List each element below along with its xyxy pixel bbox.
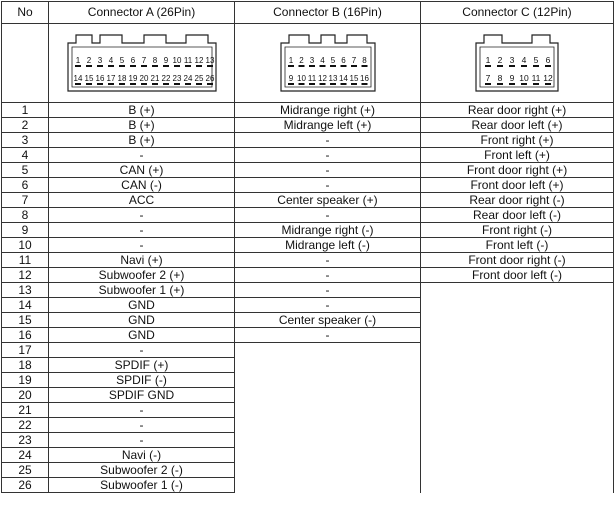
connector-b-pin-mark [351,65,357,67]
connector-a-pin-label: 21 [150,74,159,83]
connector-a-signal-cell: B (+) [49,133,235,148]
connector-c-signal-cell: Front right (+) [421,133,614,148]
connector-c-pin-mark [521,65,527,67]
connector-b-pin-label: 2 [298,56,304,65]
connector-a-pin-label: 8 [152,56,157,65]
connector-a-pin-label: 6 [130,56,135,65]
pin-number-cell: 18 [2,358,49,373]
connector-a-signal-cell: - [49,148,235,163]
connector-b-pin-label: 3 [309,56,314,65]
pin-number-cell: 11 [2,253,49,268]
table-row [2,298,614,313]
table-row [2,328,614,343]
connector-a-diagram [62,31,222,95]
connector-b-diagram-cell [235,24,421,103]
connector-c-pin-label: 4 [521,55,527,65]
table-row [2,403,614,418]
connector-a-pin-label: 5 [119,56,124,65]
connector-c-signal-cell [421,358,614,373]
connector-a-pin-mark [152,83,158,85]
connector-c-signal-cell: Front right (-) [421,223,614,238]
connector-b-signal-cell [235,478,421,493]
connector-c-signal-cell: Front left (-) [421,238,614,253]
connector-a-pin-label: 14 [73,74,82,83]
connector-a-pin-mark [119,65,125,67]
connector-b-signal-cell: - [235,298,421,313]
table-row [2,283,614,298]
connector-c-signal-cell [421,313,614,328]
connector-b-signal-cell: - [235,328,421,343]
connector-b-signal-cell: Center speaker (+) [235,193,421,208]
connector-c-pin-mark [485,65,491,67]
connector-b-pin-mark [361,83,367,85]
connector-a-pin-label: 4 [108,56,113,65]
pin-number-cell: 6 [2,178,49,193]
pin-number-cell: 26 [2,478,49,493]
connector-b-pin-mark [288,65,294,67]
connector-c-pin-mark [533,65,539,67]
connector-a-pin-label: 17 [106,74,115,83]
pin-number-cell: 22 [2,418,49,433]
connector-c-pin-mark [485,83,491,85]
connector-a-signal-cell: - [49,223,235,238]
diagram-no-cell [2,24,49,103]
connector-c-signal-cell: Front door right (-) [421,253,614,268]
connector-a-pin-label: 19 [128,74,137,83]
connector-b-signal-cell: - [235,133,421,148]
table-row [2,373,614,388]
connector-c-pin-mark [497,65,503,67]
table-row [2,163,614,178]
pin-number-cell: 1 [2,103,49,118]
pinout-table [1,1,614,493]
connector-a-pin-label: 15 [84,74,93,83]
connector-b-signal-cell: Midrange left (-) [235,238,421,253]
connector-b-pin-label: 1 [288,56,293,65]
connector-a-pin-label: 26 [205,74,214,83]
connector-a-pin-mark [86,83,92,85]
connector-c-pin-mark [533,83,539,85]
connector-b-pin-label: 7 [351,56,356,65]
connector-a-pin-mark [141,65,147,67]
connector-b-signal-cell: Center speaker (-) [235,313,421,328]
connector-diagram-row [2,24,614,103]
connector-c-pin-label: 8 [497,73,503,83]
pin-number-cell: 12 [2,268,49,283]
connector-b-pin-mark [319,65,325,67]
connector-c-signal-cell [421,418,614,433]
connector-b-pin-mark [298,65,304,67]
connector-a-signal-cell: CAN (+) [49,163,235,178]
connector-b-pin-mark [330,83,336,85]
pin-number-cell: 3 [2,133,49,148]
table-row [2,433,614,448]
connector-a-pin-mark [196,83,202,85]
connector-c-pin-label: 2 [497,55,503,65]
connector-a-diagram-cell [49,24,235,103]
connector-b-pin-mark [309,83,315,85]
connector-b-pin-label: 8 [361,56,367,65]
connector-c-pin-label: 9 [509,73,515,83]
table-row [2,238,614,253]
connector-a-signal-cell: - [49,403,235,418]
connector-a-signal-cell: - [49,433,235,448]
connector-b-signal-cell [235,418,421,433]
connector-a-signal-cell: Navi (+) [49,253,235,268]
connector-b-signal-cell [235,358,421,373]
connector-a-pin-mark [163,65,169,67]
connector-b-pin-label: 6 [340,56,346,65]
connector-a-pin-mark [174,83,180,85]
connector-b-signal-cell: - [235,163,421,178]
connector-a-signal-cell: B (+) [49,118,235,133]
connector-c-pin-mark [521,83,527,85]
connector-a-pin-mark [130,83,136,85]
connector-b-signal-cell [235,448,421,463]
connector-a-signal-cell: Navi (-) [49,448,235,463]
header-connector-b: Connector B (16Pin) [235,2,421,24]
connector-a-pin-mark [141,83,147,85]
connector-b-signal-cell [235,373,421,388]
table-row [2,313,614,328]
pin-number-cell: 16 [2,328,49,343]
connector-a-pin-mark [196,65,202,67]
connector-c-pin-mark [545,83,551,85]
connector-b-pin-label: 14 [338,74,348,83]
connector-b-pin-mark [340,83,346,85]
connector-c-signal-cell [421,463,614,478]
table-row [2,133,614,148]
connector-a-pin-label: 13 [205,56,214,65]
pin-number-cell: 23 [2,433,49,448]
table-row [2,388,614,403]
connector-b-pin-mark [340,65,346,67]
connector-b-pin-label: 10 [296,74,306,83]
pin-number-cell: 7 [2,193,49,208]
connector-c-pin-mark [509,83,515,85]
connector-a-signal-cell: - [49,418,235,433]
pin-number-cell: 10 [2,238,49,253]
pin-number-cell: 25 [2,463,49,478]
connector-c-pin-label: 6 [545,55,551,65]
connector-a-pin-mark [174,65,180,67]
connector-a-pin-mark [108,65,114,67]
table-row [2,358,614,373]
connector-c-pin-label: 12 [543,73,553,83]
connector-c-signal-cell [421,478,614,493]
header-connector-a: Connector A (26Pin) [49,2,235,24]
connector-b-signal-cell: - [235,208,421,223]
connector-b-pin-mark [361,65,367,67]
connector-c-signal-cell [421,448,614,463]
table-row [2,268,614,283]
connector-a-pin-label: 2 [86,56,91,65]
connector-a-pin-mark [185,65,191,67]
pin-number-cell: 21 [2,403,49,418]
pin-number-cell: 20 [2,388,49,403]
connector-b-signal-cell [235,433,421,448]
table-row [2,478,614,493]
connector-a-signal-cell: B (+) [49,103,235,118]
pin-number-cell: 2 [2,118,49,133]
header-row [2,2,614,24]
connector-a-signal-cell: Subwoofer 2 (+) [49,268,235,283]
connector-a-pin-label: 16 [95,74,104,83]
connector-b-pin-mark [319,83,325,85]
connector-a-pin-label: 11 [183,56,192,65]
connector-a-pin-label: 3 [97,56,102,65]
header-connector-c: Connector C (12Pin) [421,2,614,24]
connector-a-signal-cell: - [49,208,235,223]
connector-a-pin-label: 23 [172,74,181,83]
pin-number-cell: 9 [2,223,49,238]
connector-b-signal-cell: Midrange left (+) [235,118,421,133]
pin-number-cell: 24 [2,448,49,463]
connector-a-pin-mark [130,65,136,67]
connector-c-pin-mark [545,65,551,67]
connector-c-signal-cell: Rear door right (-) [421,193,614,208]
connector-b-pin-mark [309,65,315,67]
table-row [2,253,614,268]
connector-c-signal-cell [421,403,614,418]
connector-c-signal-cell: Front left (+) [421,148,614,163]
connector-c-signal-cell: Front door right (+) [421,163,614,178]
connector-b-pin-label: 13 [328,74,337,83]
connector-c-signal-cell: Front door left (-) [421,268,614,283]
connector-a-signal-cell: SPDIF GND [49,388,235,403]
connector-a-pin-label: 9 [163,56,168,65]
connector-c-signal-cell: Rear door left (+) [421,118,614,133]
connector-a-signal-cell: GND [49,298,235,313]
connector-a-pin-mark [119,83,125,85]
connector-a-pin-label: 7 [141,56,146,65]
pin-number-cell: 14 [2,298,49,313]
connector-b-pin-label: 5 [330,56,335,65]
connector-a-signal-cell: ACC [49,193,235,208]
connector-c-pin-label: 1 [485,55,491,65]
table-row [2,103,614,118]
connector-c-pin-label: 7 [485,73,491,83]
connector-b-signal-cell [235,343,421,358]
connector-a-signal-cell: - [49,238,235,253]
connector-a-pin-label: 24 [183,74,192,83]
connector-b-pin-label: 4 [319,56,325,65]
connector-a-pin-label: 18 [117,74,126,83]
table-body [2,24,614,493]
connector-a-signal-cell: - [49,343,235,358]
connector-c-signal-cell: Front door left (+) [421,178,614,193]
connector-c-pin-label: 10 [519,73,529,83]
connector-c-pin-label: 11 [531,73,541,83]
connector-c-pin-mark [509,65,515,67]
connector-a-pin-mark [97,83,103,85]
table-row [2,148,614,163]
connector-a-pin-label: 20 [139,74,148,83]
connector-b-signal-cell: - [235,178,421,193]
table-row [2,208,614,223]
pin-number-cell: 13 [2,283,49,298]
pin-number-cell: 5 [2,163,49,178]
table-row [2,178,614,193]
connector-c-signal-cell [421,343,614,358]
connector-b-signal-cell: Midrange right (+) [235,103,421,118]
table-row [2,343,614,358]
connector-a-pin-mark [185,83,191,85]
table-row [2,193,614,208]
pin-number-cell: 4 [2,148,49,163]
connector-b-pin-label: 15 [349,74,358,83]
connector-a-pin-label: 12 [194,56,203,65]
connector-a-signal-cell: Subwoofer 1 (+) [49,283,235,298]
connector-a-signal-cell: GND [49,328,235,343]
connector-a-pin-label: 25 [194,74,203,83]
pin-number-cell: 15 [2,313,49,328]
connector-a-pin-mark [152,65,158,67]
connector-c-signal-cell [421,373,614,388]
connector-b-pin-label: 16 [359,74,369,83]
connector-c-signal-cell [421,433,614,448]
connector-a-signal-cell: GND [49,313,235,328]
connector-b-signal-cell: - [235,253,421,268]
connector-b-signal-cell: Midrange right (-) [235,223,421,238]
connector-a-pin-label: 22 [161,74,170,83]
table-row [2,223,614,238]
connector-a-pin-mark [207,65,213,67]
connector-a-signal-cell: SPDIF (-) [49,373,235,388]
connector-a-signal-cell: Subwoofer 1 (-) [49,478,235,493]
connector-c-signal-cell [421,388,614,403]
connector-c-signal-cell [421,328,614,343]
connector-c-signal-cell: Rear door right (+) [421,103,614,118]
connector-c-diagram-cell [421,24,614,103]
connector-b-diagram [275,31,381,95]
table-row [2,463,614,478]
connector-a-pin-mark [108,83,114,85]
connector-b-signal-cell: - [235,268,421,283]
connector-b-pin-label: 11 [307,74,316,83]
connector-b-pin-label: 12 [317,74,327,83]
pin-number-cell: 17 [2,343,49,358]
connector-a-pin-mark [97,65,103,67]
table-row [2,118,614,133]
connector-b-signal-cell [235,388,421,403]
connector-c-signal-cell: Rear door left (-) [421,208,614,223]
connector-a-pin-label: 1 [75,56,80,65]
connector-b-pin-label: 9 [288,74,293,83]
connector-b-pin-mark [330,65,336,67]
connector-b-signal-cell: - [235,148,421,163]
connector-a-pin-mark [163,83,169,85]
connector-c-pin-label: 5 [533,55,539,65]
connector-c-pin-label: 3 [509,55,515,65]
connector-a-pin-mark [75,65,81,67]
connector-a-signal-cell: SPDIF (+) [49,358,235,373]
connector-c-pin-mark [497,83,503,85]
connector-b-signal-cell [235,403,421,418]
connector-c-signal-cell [421,298,614,313]
header-no: No [2,2,49,24]
connector-a-pin-label: 10 [172,56,181,65]
connector-c-signal-cell [421,283,614,298]
connector-c-diagram [470,31,564,95]
connector-a-pin-mark [75,83,81,85]
connector-b-pin-mark [351,83,357,85]
connector-b-pin-mark [288,83,294,85]
connector-a-pin-mark [86,65,92,67]
connector-b-signal-cell: - [235,283,421,298]
pin-number-cell: 8 [2,208,49,223]
connector-a-pin-mark [207,83,213,85]
connector-b-pin-mark [298,83,304,85]
table-row [2,418,614,433]
connector-b-signal-cell [235,463,421,478]
table-row [2,448,614,463]
pin-number-cell: 19 [2,373,49,388]
connector-a-signal-cell: CAN (-) [49,178,235,193]
connector-a-signal-cell: Subwoofer 2 (-) [49,463,235,478]
